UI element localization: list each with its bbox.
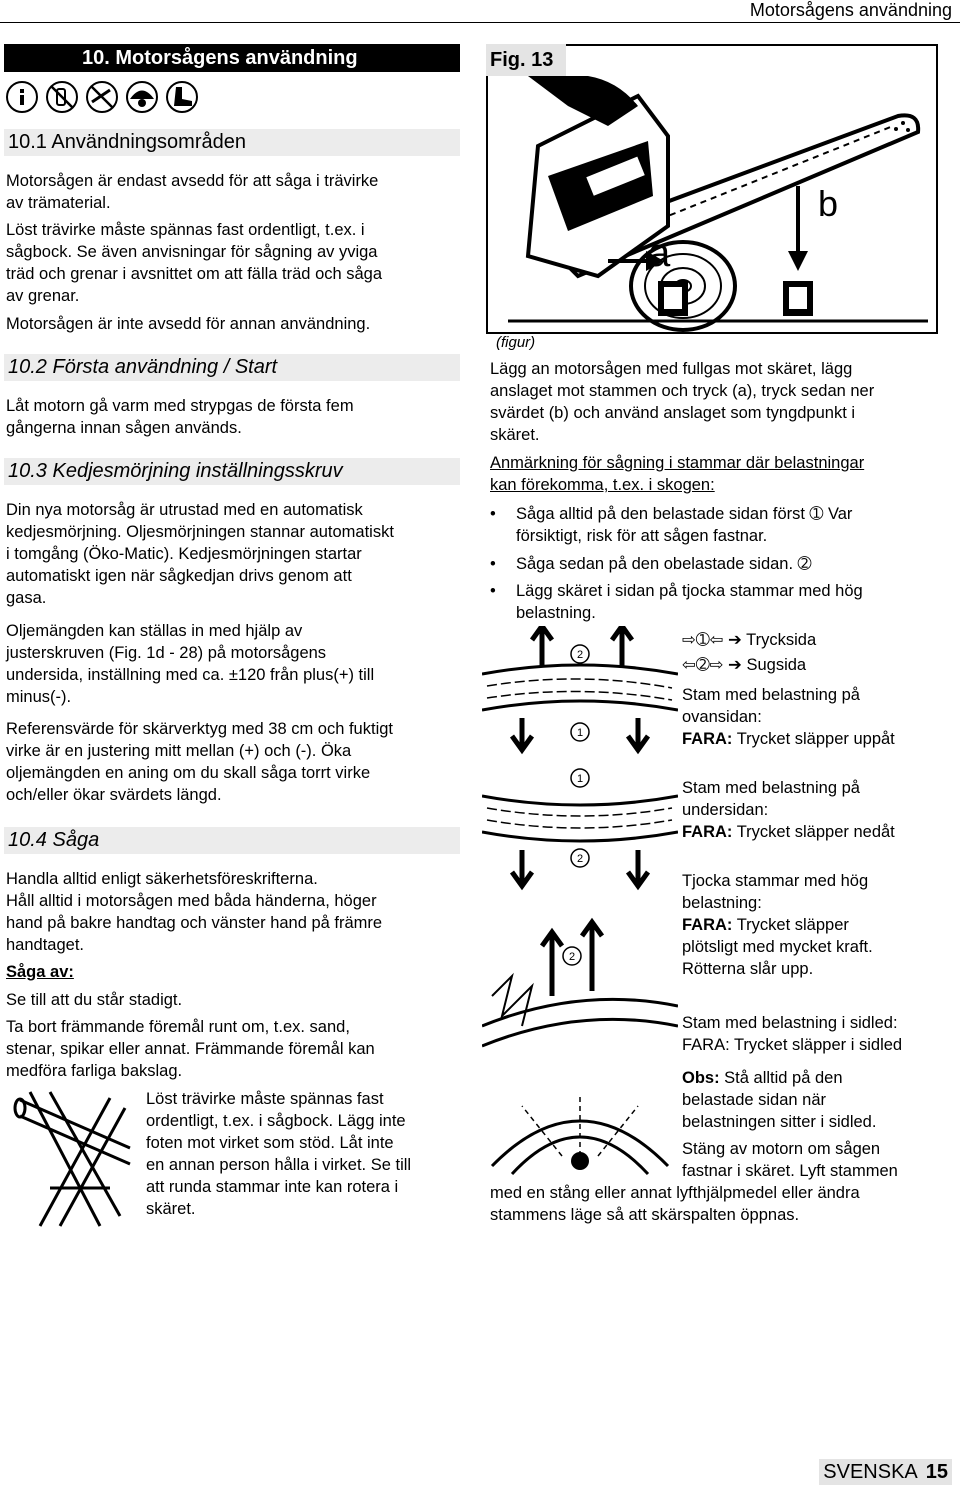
section-title: Användningsområden [46, 131, 246, 153]
chainsaw-illustration [488, 46, 936, 332]
section-title: Såga [46, 829, 100, 851]
legend-pressure-side: ⇨➀⇦ ➔ Trycksida [682, 631, 817, 649]
section-title: Första användning / Start [46, 356, 278, 378]
section-title: Kedjesmörjning inställningsskruv [46, 460, 343, 482]
case-text: Stam med belastning på undersidan: [682, 779, 860, 819]
circle-label: 2 [576, 649, 584, 661]
list-item: • Såga sedan på den obelastade sidan. ➁ [490, 553, 811, 575]
section-heading-10-1 [4, 129, 460, 156]
paragraph: med en stång eller annat lyfthjälpmedel eller ändra stammens läge så att skärspalten öppnas. [490, 1184, 860, 1224]
page-number: 15 [925, 1461, 948, 1483]
header-rule [0, 22, 960, 23]
paragraph: Låt motorn gå varm med strypgas de första fem gångerna innan sågen används. [6, 397, 354, 437]
case-danger: FARA: Trycket släpper nedåt [682, 823, 895, 841]
paragraph: Motorsågen är inte avsedd för annan användning. [6, 315, 371, 333]
section-number: 10.1 [8, 131, 47, 153]
case-text: Tjocka stammar med hög belastning: [682, 872, 869, 912]
log-diagram-bottom-load [482, 769, 678, 886]
sawhorse-illustration [10, 1088, 138, 1230]
case-danger: FARA: Trycket släpper plötsligt med mycket kraft. Rötterna slår upp. [682, 916, 873, 978]
circle-label: 2 [568, 951, 576, 963]
safety-icons [4, 80, 204, 119]
circle-label: 1 [576, 727, 584, 739]
chapter-title: 10. Motorsågens användning [82, 47, 358, 69]
safety-icon-row [4, 80, 204, 114]
section-heading-10-3 [4, 458, 460, 485]
no-sawing-overhead-icon [87, 82, 117, 112]
case-text: Stam med belastning i sidled: FARA: Trycket släpper i sidled [682, 1014, 903, 1054]
legend-suction-side: ⇦➁⇨ ➔ Sugsida [682, 656, 807, 674]
figure-mark-b: b [818, 183, 839, 224]
subheading: Såga av: [6, 963, 74, 981]
log-diagram-thick-trunk [482, 922, 678, 1046]
paragraph: Handla alltid enligt säkerhetsföreskrifterna. Håll alltid i motorsågen med båda händerna, höger hand på bakre handtag och vänster hand på främre handtaget. [6, 870, 383, 954]
paragraph: Din nya motorsåg är utrustad med en automatisk kedjesmörjning. Oljesmörjningen stannar automatiskt i tomgång (Öko-Matic). Kedjesmörjningen startar automatiskt igen när sågkedjan drivs genom att gasa. [6, 501, 394, 607]
footer-language: SVENSKA [823, 1461, 918, 1483]
paragraph: Löst trävirke måste spännas fast ordentligt, t.ex. i sågbock. Lägg inte foten mot virket som stöd. Låt inte en annan person hålla i virket. Se till att runda stammar inte kan rotera i skäret. [146, 1090, 412, 1218]
section-heading-10-4 [4, 827, 460, 854]
paragraph: Motorsågen är endast avsedd för att såga i trävirke av trämaterial. [6, 172, 379, 212]
paragraph: Referensvärde för skärverktyg med 38 cm och fuktigt virke är en justering mitt mellan (+) och (-). Öka oljemängden en aning om du skall såga torrt virke och/eller ökar svärdets längd. [6, 720, 393, 804]
paragraph: Stäng av motorn om sågen fastnar i skäret. Lyft stammen [682, 1140, 898, 1180]
page-footer [819, 1459, 952, 1485]
paragraph: Löst trävirke måste spännas fast ordentligt, t.ex. i sågbock. Se även anvisningar för sågning av yviga träd och grenar i avsnittet om att fälla träd och såga av grenar. [6, 221, 383, 305]
list-item: • Lägg skäret i sidan på tjocka stammar med hög belastning. [490, 580, 863, 624]
case-text: Stam med belastning på ovansidan: [682, 686, 860, 726]
chapter-title-bar [4, 44, 460, 72]
log-diagram-side-load [492, 1096, 668, 1174]
obs-note: Obs: Stå alltid på den belastade sidan när belastningen sitter i sidled. [682, 1069, 877, 1131]
section-number: 10.3 [8, 460, 47, 482]
section-heading-10-2 [4, 354, 460, 381]
note-heading: Anmärkning för sågning i stammar där belastningar kan förekomma, t.ex. i skogen: [490, 454, 865, 494]
paragraph: Oljemängden kan ställas in med hjälp av justerskruven (Fig. 1d - 28) på motorsågens undersida, inställning med ca. ±120 från plus(+) till minus(-). [6, 622, 375, 706]
log-diagram-top-load [482, 626, 678, 750]
paragraph: Lägg an motorsågen med fullgas mot skäret, lägg anslaget mot stammen och tryck (a), tryck sedan ner svärdet (b) och använd anslaget som tyngdpunkt i skäret. [490, 360, 875, 444]
manual-icon [7, 82, 37, 112]
circle-label: 1 [576, 773, 584, 785]
section-number: 10.4 [8, 829, 47, 851]
case-danger: FARA: Trycket släpper uppåt [682, 730, 895, 748]
section-number: 10.2 [8, 356, 47, 378]
running-header: Motorsågens användning [749, 0, 952, 20]
boot-icon [167, 82, 197, 112]
no-alcohol-icon [47, 82, 77, 112]
paragraph: Ta bort främmande föremål runt om, t.ex. sand, stenar, spikar eller annat. Främmande föremål kan medföra farliga bakslag. [6, 1018, 375, 1080]
circle-label: 2 [576, 853, 584, 865]
list-item: • Såga alltid på den belastade sidan först ➀ Var försiktigt, risk för att sågen fastnar. [490, 503, 852, 547]
figure-mark-a: a [648, 231, 671, 275]
helmet-icon [127, 82, 157, 112]
log-diagrams [482, 626, 678, 1176]
figure-label: Fig. 13 [486, 44, 566, 76]
paragraph: Se till att du står stadigt. [6, 991, 183, 1009]
figure-caption: (figur) [496, 334, 536, 351]
